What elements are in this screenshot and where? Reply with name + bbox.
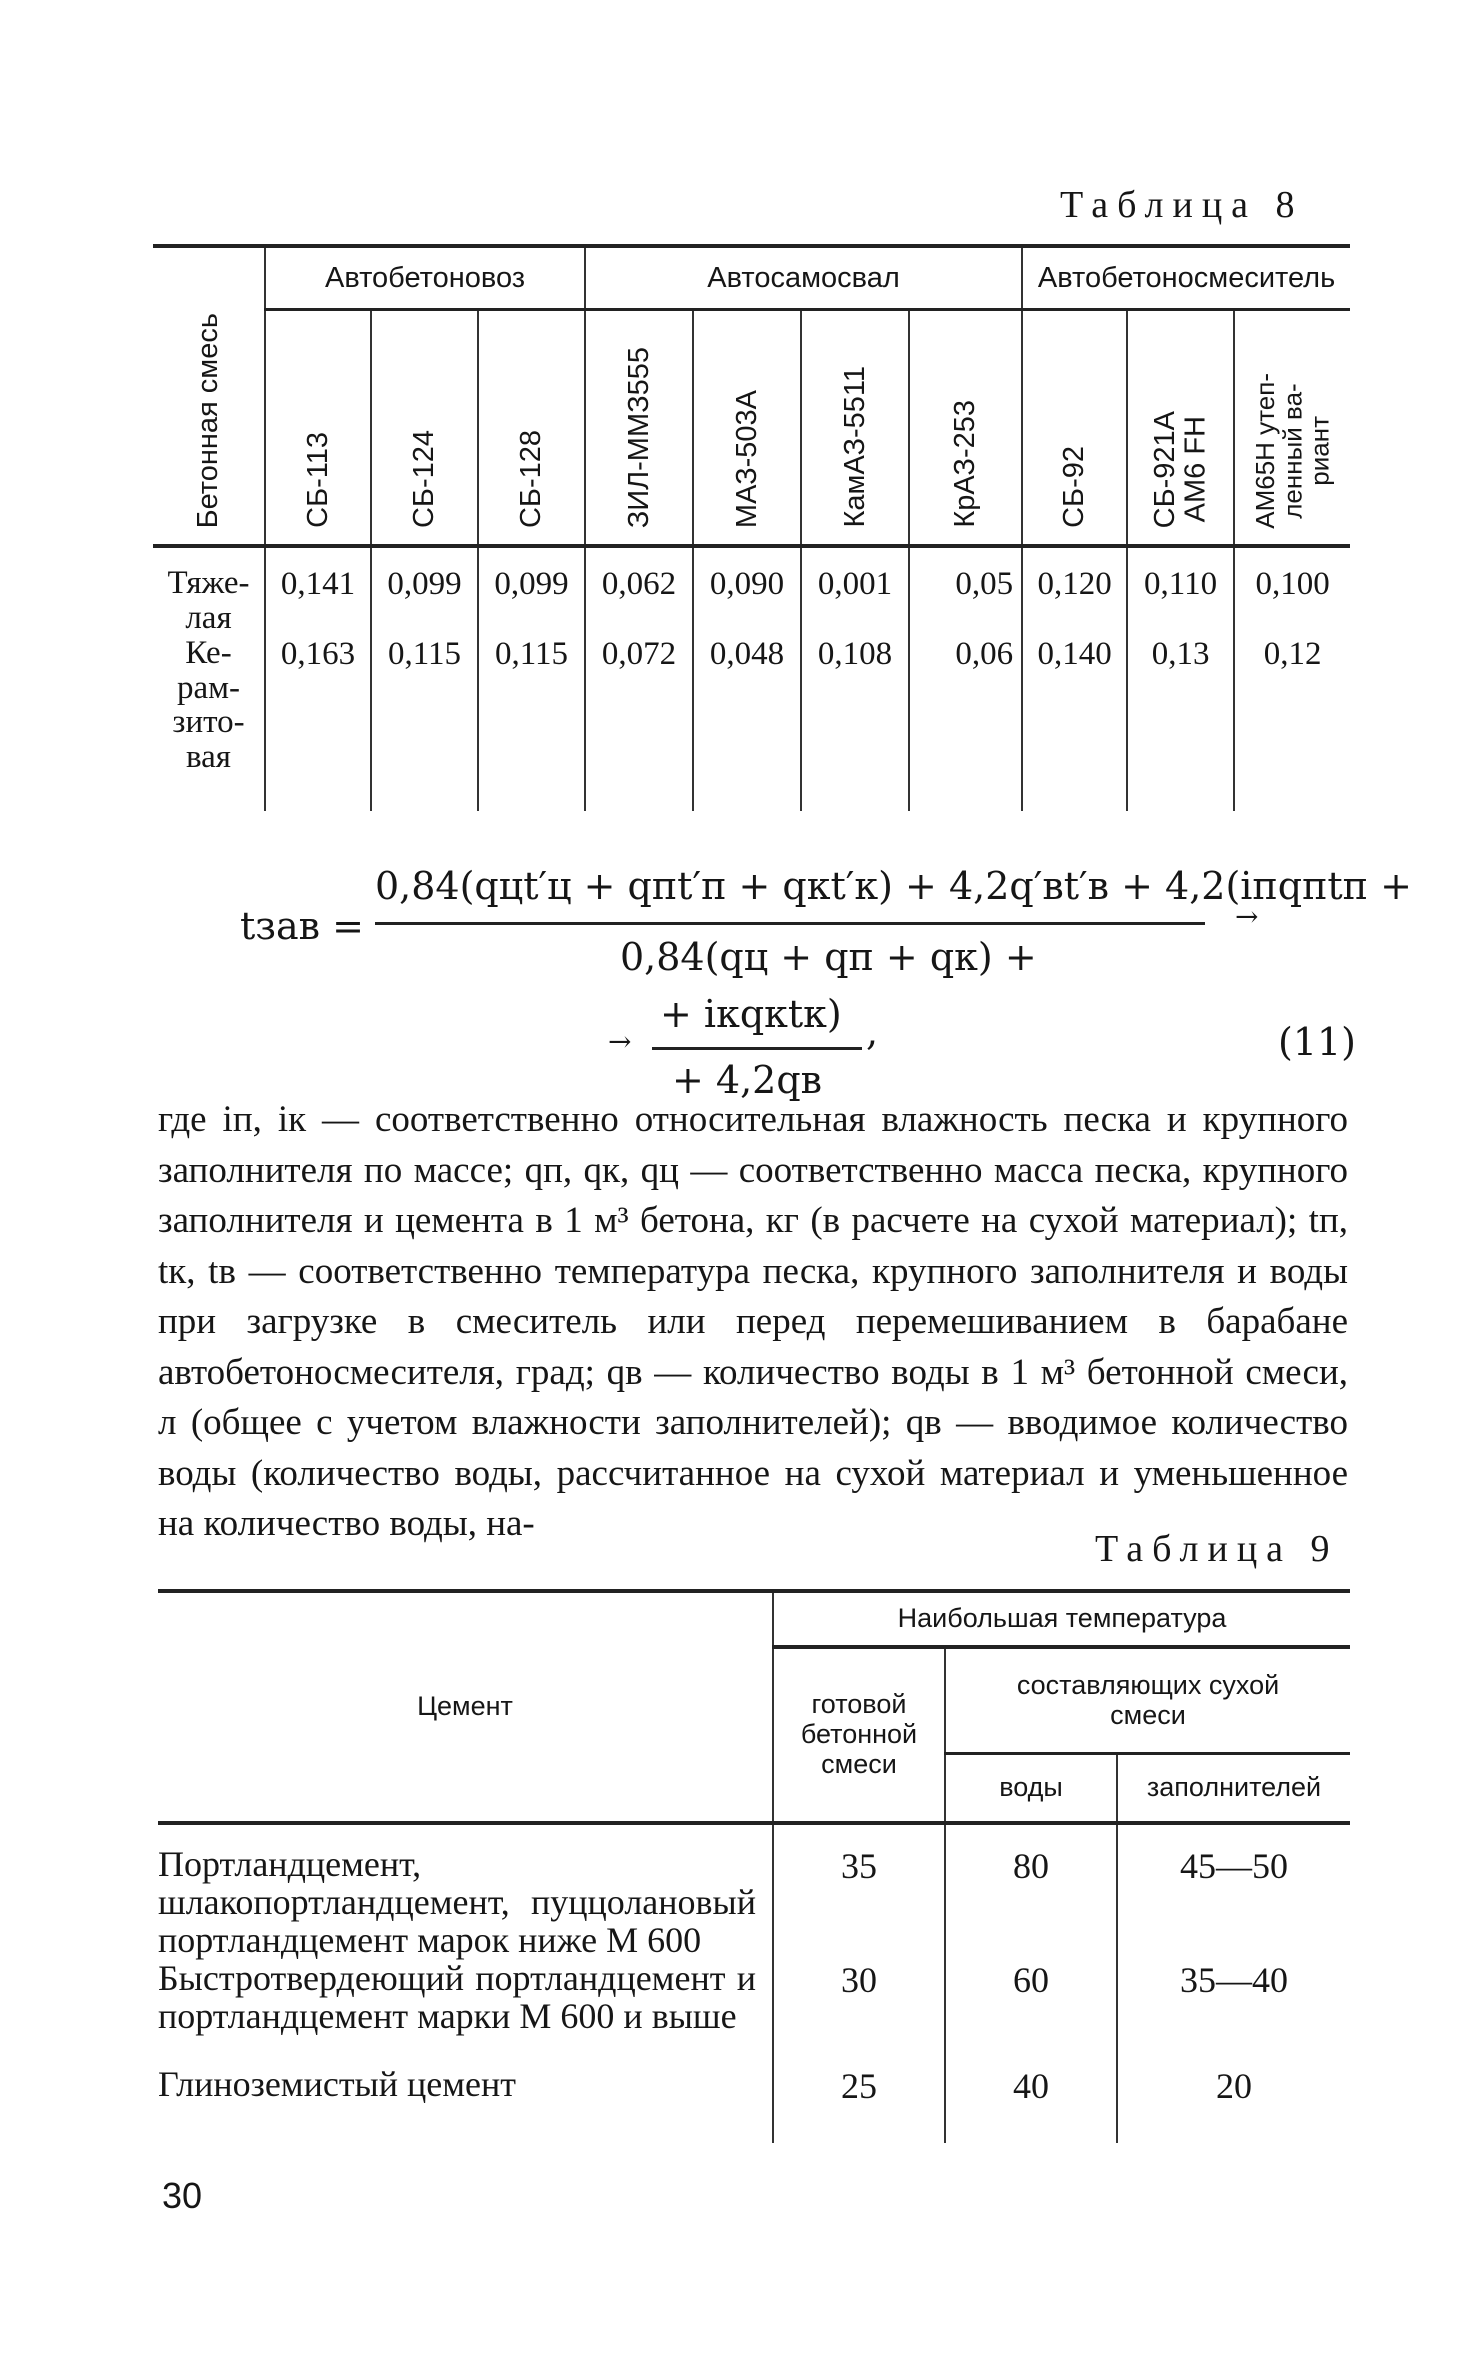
formula-denominator-1: 0,84(qц + qп + qк) + [620,935,1037,979]
formula-numerator-1: 0,84(qцt′ц + qпt′п + qкt′к) + 4,2q′вt′в + 4,2(iпqпtп + [375,864,1412,908]
col-dry-components: составляющих сухой смеси [945,1647,1350,1754]
row-header-title: Бетонная смесь [153,246,265,546]
formula-lhs: tзав = [240,904,364,948]
fraction-bar [375,922,1205,925]
col-header: МАЗ-503А [693,310,801,547]
col-max-temp: Наибольшая температура [773,1591,1350,1647]
table-row: Тяже- лая 0,141 0,099 0,099 0,062 0,090 0,001 0,05 0,120 0,110 0,100 [153,546,1350,636]
col-header: СБ-124 [371,310,478,547]
table-row: Глиноземистый цемент 25 40 20 [158,2065,1350,2143]
col-water: воды [945,1754,1117,1824]
col-ready-mix: готовой бетонной смеси [773,1647,945,1823]
table-row: Портландцемент, шлакопортландцемент, пуццолановый портландцемент марок ниже М 600 35 80 45—50 [158,1823,1350,1959]
col-cement: Цемент [158,1591,773,1823]
table8-caption: Таблица 8 [1060,184,1304,226]
table9-caption: Таблица 9 [1095,1528,1339,1570]
body-paragraph: где iп, iк — соответственно относительная влажность песка и крупного заполнителя по массе; qп, qк, qц — соответственно масса песка, крупного заполнителя и цемента в 1 м³ бетона, кг (в расчете на сухой материал); tп, tк, tв — соответственно температура песка, крупного заполнителя и воды при загрузке в смеситель или перед перемешиванием в барабане автобетоносмесителя, град; qв — количество воды в 1 м³ бетонной смеси, л (общее с учетом влажности заполнителей); qв — вводимое количество воды (количество воды, рассчитанное на сухой материал и уменьшенное на количество воды, на- [158,1099,1348,1544]
col-header: ЗИЛ-ММЗ555 [585,310,693,547]
col-header: АМ65Н утеп- ленный ва- риант [1234,310,1350,547]
col-header: СБ-128 [478,310,585,547]
col-header: СБ-92 [1022,310,1127,547]
group-avtobetonosmesitel: Автобетоносмеситель [1022,246,1350,310]
col-aggregates: заполнителей [1117,1754,1350,1824]
group-avtosamosval: Автосамосвал [585,246,1022,310]
page-number: 30 [162,2175,203,2216]
fraction-bar [652,1047,862,1050]
col-header: КамАЗ-5511 [801,310,909,547]
table-row: Быстротвердеющий портландцемент и портландцемент марки М 600 и выше 30 60 35—40 [158,1959,1350,2065]
col-header: СБ-921А АМ6 FH [1127,310,1234,547]
formula-numerator-2: + iкqкtк) [660,992,842,1036]
col-header: СБ-113 [265,310,371,547]
col-header: КрАЗ-253 [909,310,1022,547]
table8 [153,244,1350,811]
arrow-icon: → [608,1025,632,1058]
formula-number: (11) [1278,1020,1357,1064]
arrow-icon: → [1235,900,1259,933]
group-avtobetonovoz: Автобетоновоз [265,246,585,310]
formula-denominator-2: + 4,2qв [672,1058,823,1102]
table9 [158,1589,1350,2143]
table-row: Ке- рам- зито- вая 0,163 0,115 0,115 0,072 0,048 0,108 0,06 0,140 0,13 0,12 [153,636,1350,811]
